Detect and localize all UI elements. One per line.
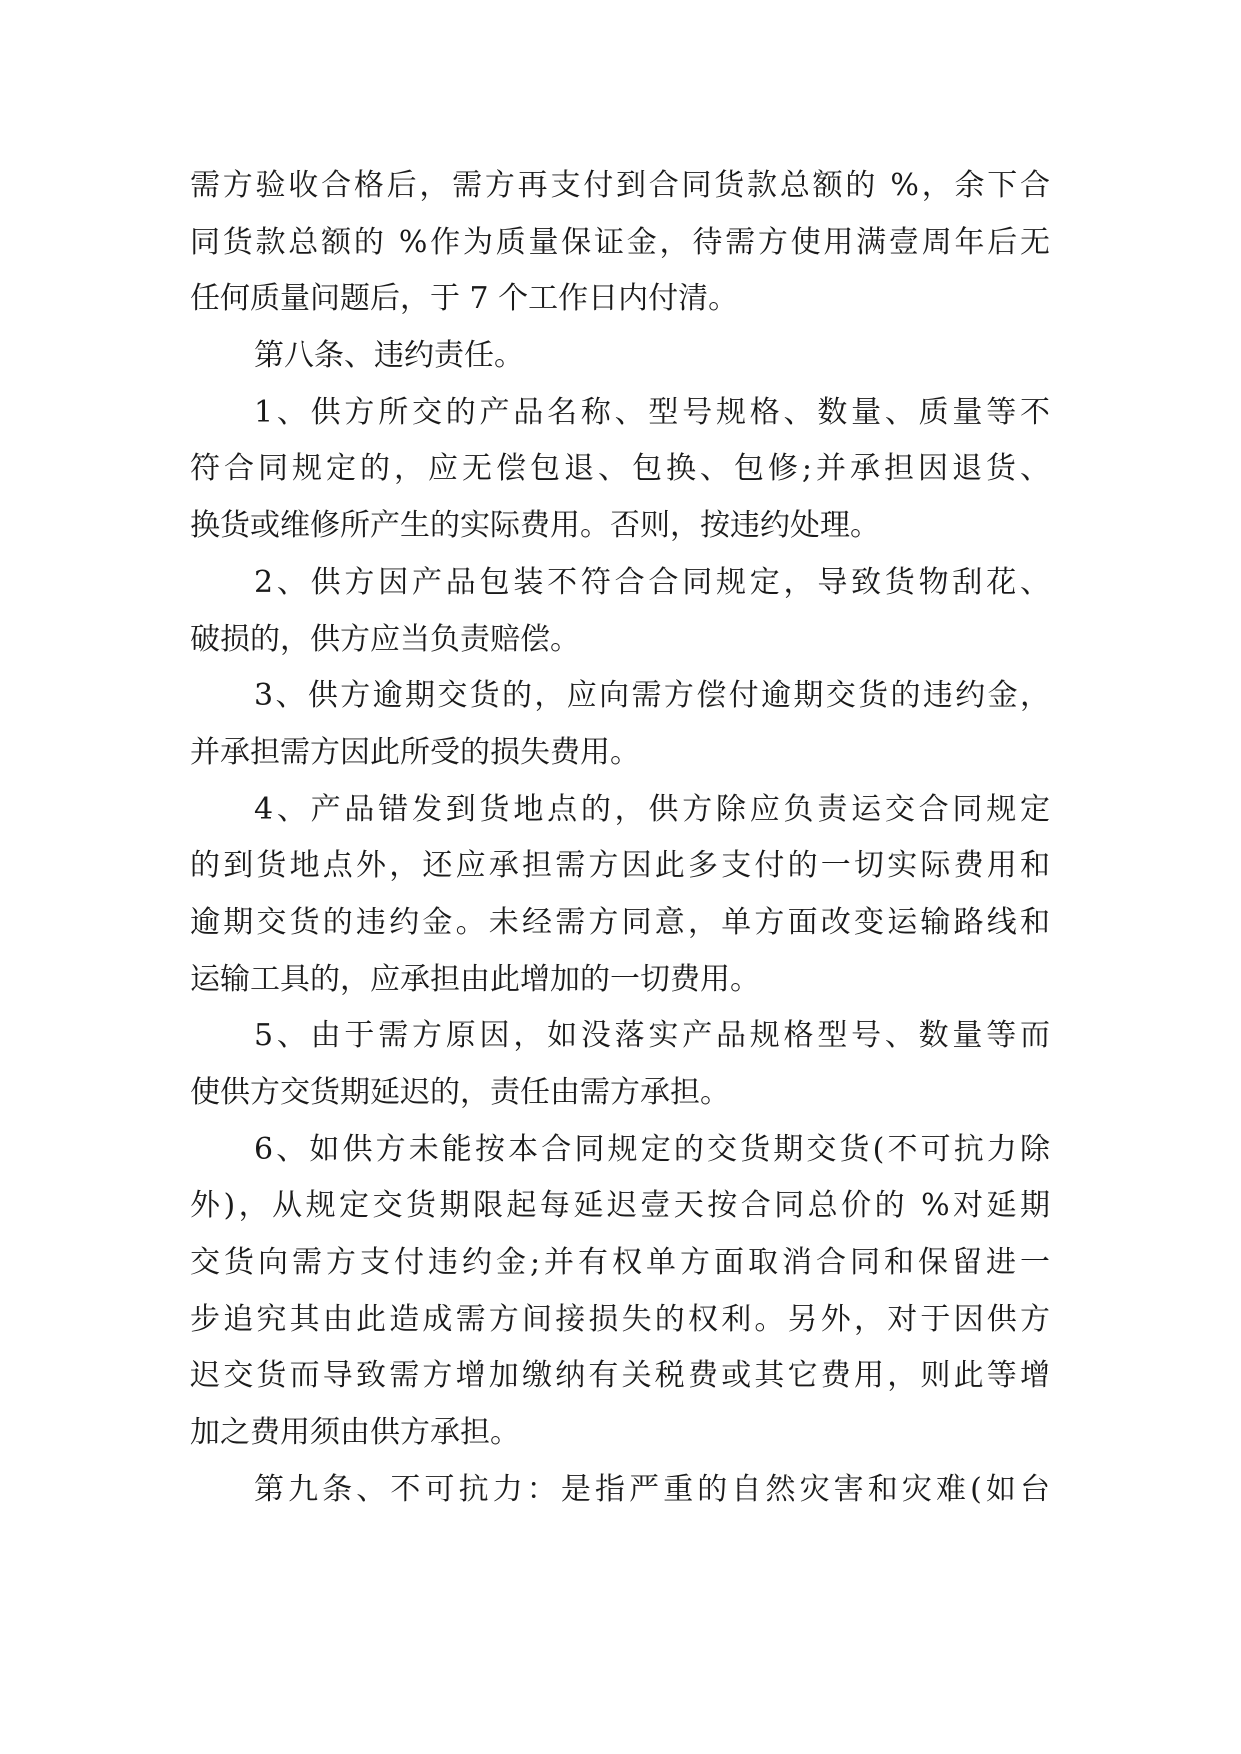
text-line: 符合同规定的，应无偿包退、包换、包修;并承担因退货、 [190, 451, 1050, 487]
clause-line: 2、供方因产品包装不符合合同规定，导致货物刮花、 [254, 564, 1050, 600]
text-line: 破损的，供方应当负责赔偿。 [190, 621, 580, 657]
text-line: 同货款总额的 %作为质量保证金，待需方使用满壹周年后无 [190, 224, 1050, 260]
text-line: 换货或维修所产生的实际费用。否则，按违约处理。 [190, 508, 880, 544]
text-line: 加之费用须由供方承担。 [190, 1415, 520, 1451]
clause-line: 5、由于需方原因，如没落实产品规格型号、数量等而 [254, 1018, 1050, 1054]
clause-line: 6、如供方未能按本合同规定的交货期交货(不可抗力除 [254, 1131, 1050, 1167]
text-line: 运输工具的，应承担由此增加的一切费用。 [190, 961, 760, 997]
contract-body-text [190, 158, 1050, 1519]
text-line: 的到货地点外，还应承担需方因此多支付的一切实际费用和 [190, 848, 1050, 884]
text-line: 使供方交货期延迟的，责任由需方承担。 [190, 1075, 730, 1110]
clause-line: 3、供方逾期交货的，应向需方偿付逾期交货的违约金， [254, 678, 1050, 714]
text-line: 需方验收合格后，需方再支付到合同货款总额的 %，余下合 [190, 168, 1050, 203]
text-line: 外)，从规定交货期限起每延迟壹天按合同总价的 %对延期 [190, 1188, 1050, 1224]
text-line: 并承担需方因此所受的损失费用。 [190, 734, 640, 770]
clause-line: 1、供方所交的产品名称、型号规格、数量、质量等不 [254, 394, 1050, 430]
text-line: 迟交货而导致需方增加缴纳有关税费或其它费用，则此等增 [190, 1358, 1050, 1394]
text-line: 步追究其由此造成需方间接损失的权利。另外，对于因供方 [190, 1301, 1050, 1337]
clause-line: 4、产品错发到货地点的，供方除应负责运交合同规定 [254, 791, 1050, 827]
article-heading: 第八条、违约责任。 [254, 338, 524, 374]
text-line: 逾期交货的违约金。未经需方同意，单方面改变运输路线和 [190, 904, 1050, 940]
article-heading: 第九条、不可抗力：是指严重的自然灾害和灾难(如台 [254, 1471, 1050, 1507]
text-line: 交货向需方支付违约金;并有权单方面取消合同和保留进一 [190, 1245, 1050, 1281]
text-line: 任何质量问题后，于 7 个工作日内付清。 [190, 281, 739, 317]
